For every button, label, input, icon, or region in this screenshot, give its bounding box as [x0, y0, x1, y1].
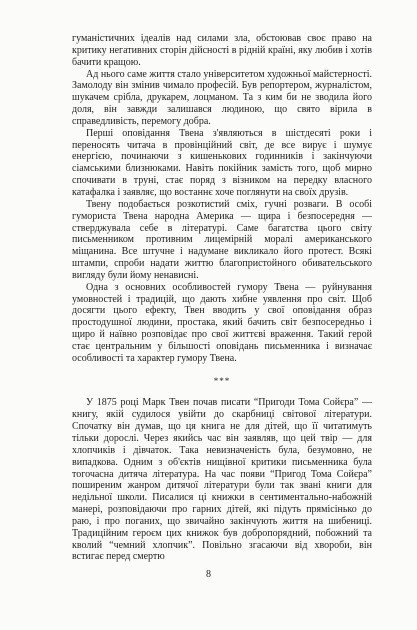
paragraph-3: Перші оповідання Твена з'являються в шістдесяті роки і переносять читача в провінційний світ, де все вирує і шумує енергією, починаючи з кишенькових годинників і закінчуючи сіамськими близнюками. Навіть покійник замість того, щоб мирно спочивати в труні, стає поряд з візником на передку власного катафалка і заявляє, що востаннє хоче поглянути на своїх друзів.	[72, 127, 372, 198]
paragraph-2: Ад нього саме життя стало університетом художньої майстерності. Замолоду він змінив чимало професій. Був репортером, журналістом, шукачем срібла, друкарем, лоцманом. Та з ким би не зводила його доля, він завжди залишався людиною, що свято вірила в справедливість, перемогу добра.	[72, 68, 372, 127]
paragraph-1: гуманістичних ідеалів над силами зла, обстоював своє право на критику негативних сторін дійсності в рідній країні, яку любив і хотів бачити кращою.	[72, 33, 372, 68]
paragraph-5: Одна з основних особливостей гумору Твена — руйнування умовностей і традицій, що дають хибне уявлення про світ. Щоб досягти цього ефекту, Твен вводить у свої оповідання образ простодушної людини, простака, який бачить світ безпосередньо і щиро й наївно розповідає про свої життєві враження. Такий герой стає центральним у більшості оповідань письменника і визначає особливості та характер гумору Твена.	[72, 281, 372, 364]
body-text	[72, 33, 372, 563]
section-separator: ***	[213, 375, 231, 386]
paragraph-4: Твену подобається розкотистий сміх, гучні розваги. В особі гумориста Твена народна Америка — щира і безпосередня — стверджувала себе в літературі. Саме багатства цього світу письменником противним лицемірній моралі американського міщанина. Все штучне і надумане викликало його протест. Всякі штампи, спроби надати життю благопристойного обивательського вигляду були йому ненависні.	[72, 198, 372, 281]
paragraph-6: У 1875 році Марк Твен почав писати “Пригоди Тома Сойєра” — книгу, якій судилося увійти до скарбниці світової літератури. Спочатку він думав, що ця книга не для дітей, що її читатимуть тільки дорослі. Через якийсь час він заявляв, що цей твір — для хлопчиків і дівчаток. Така невизначеність була, безумовно, не випадкова. Одним з об'єктів нищівної критики письменника була тогочасна дитяча література. На час появи “Пригод Тома Сойєра” поширеним жанром дитячої літератури були так звані книги для недільної школи. Писалися ці книжки в сентиментально-набожній манері, розповідаючи про гарних дітей, які підуть прямісінько до раю, і про поганих, що звичайно закінчують життя на шибениці. Традиційним героєм цих книжок був добропорядний, побожний та кволий “чемний хлопчик”. Повільно згасаючи від хвороби, він встигає перед смертю	[72, 397, 372, 563]
page-number: 8	[206, 569, 211, 580]
